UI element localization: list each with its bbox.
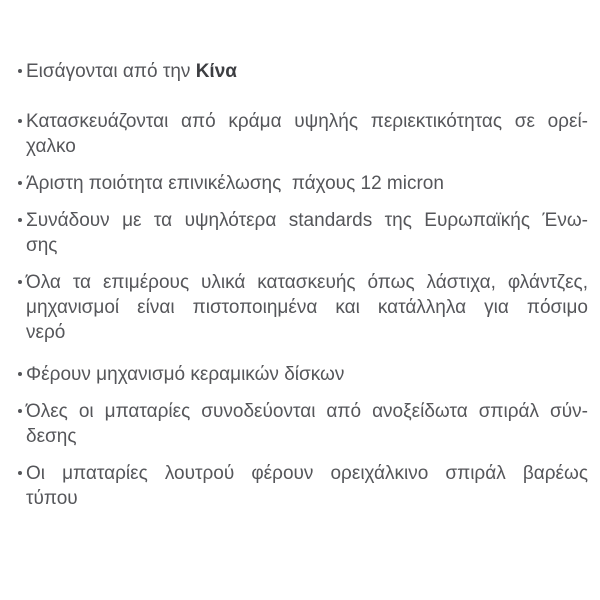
list-item-line: [26, 362, 588, 387]
text-segment: Άριστη ποιότητα επινικέλωσης πάχους 12 micron: [26, 173, 444, 194]
list-item-line: [26, 233, 588, 258]
list-item: [16, 399, 600, 449]
list-item: [16, 208, 600, 258]
list-item-text: [26, 461, 588, 511]
list-item-line: [26, 320, 588, 345]
list-item-line: [26, 424, 588, 449]
text-segment: τύπου: [26, 488, 78, 509]
bold-text-segment: Κίνα: [195, 61, 237, 82]
list-item-line: [26, 134, 588, 159]
bullet-icon: [16, 461, 26, 486]
text-segment: σης: [26, 235, 58, 256]
list-item-line: [26, 109, 588, 134]
list-item: [16, 171, 600, 196]
list-item-text: [26, 59, 588, 84]
text-segment: μηχανισμοί είναι πιστοποιημένα και κατάλληλα για πόσιμο: [26, 297, 588, 318]
bullet-icon: [16, 208, 26, 233]
list-item-text: [26, 399, 588, 449]
text-segment: χαλκο: [26, 136, 76, 157]
bullet-icon: [16, 399, 26, 424]
text-segment: Κατασκευάζονται από κράμα υψηλής περιεκτικότητας σε ορεί-: [26, 111, 588, 132]
list-item-text: [26, 208, 588, 258]
text-segment: Συνάδουν με τα υψηλότερα standards της Ευρωπαϊκής Ένω-: [26, 210, 588, 231]
text-segment: Όλα τα επιμέρους υλικά κατασκευής όπως λάστιχα, φλάντζες,: [26, 272, 588, 293]
list-item: [16, 362, 600, 387]
list-item-line: [26, 59, 588, 84]
list-item-text: [26, 171, 588, 196]
list-item-line: [26, 171, 588, 196]
list-item-line: [26, 295, 588, 320]
list-item: [16, 461, 600, 511]
text-segment: Φέρουν μηχανισμό κεραμικών δίσκων: [26, 364, 345, 385]
text-segment: Οι μπαταρίες λουτρού φέρουν ορειχάλκινο σπιράλ βαρέως: [26, 463, 588, 484]
list-item-text: [26, 270, 588, 345]
list-item: [16, 59, 600, 84]
list-item-line: [26, 461, 588, 486]
bullet-icon: [16, 270, 26, 295]
bullet-icon: [16, 362, 26, 387]
list-item-line: [26, 270, 588, 295]
list-item-line: [26, 208, 588, 233]
list-item-text: [26, 362, 588, 387]
list-item-line: [26, 399, 588, 424]
list-item-text: [26, 109, 588, 159]
bullet-icon: [16, 109, 26, 134]
text-segment: Εισάγονται από την: [26, 61, 196, 82]
bullet-icon: [16, 171, 26, 196]
text-segment: Όλες οι μπαταρίες συνοδεύονται από ανοξείδωτα σπιράλ σύν-: [26, 401, 588, 422]
text-segment: νερό: [26, 322, 66, 343]
bullet-icon: [16, 59, 26, 84]
list-item-line: [26, 486, 588, 511]
list-item: [16, 109, 600, 159]
text-segment: δεσης: [26, 426, 77, 447]
list-item: [16, 270, 600, 345]
